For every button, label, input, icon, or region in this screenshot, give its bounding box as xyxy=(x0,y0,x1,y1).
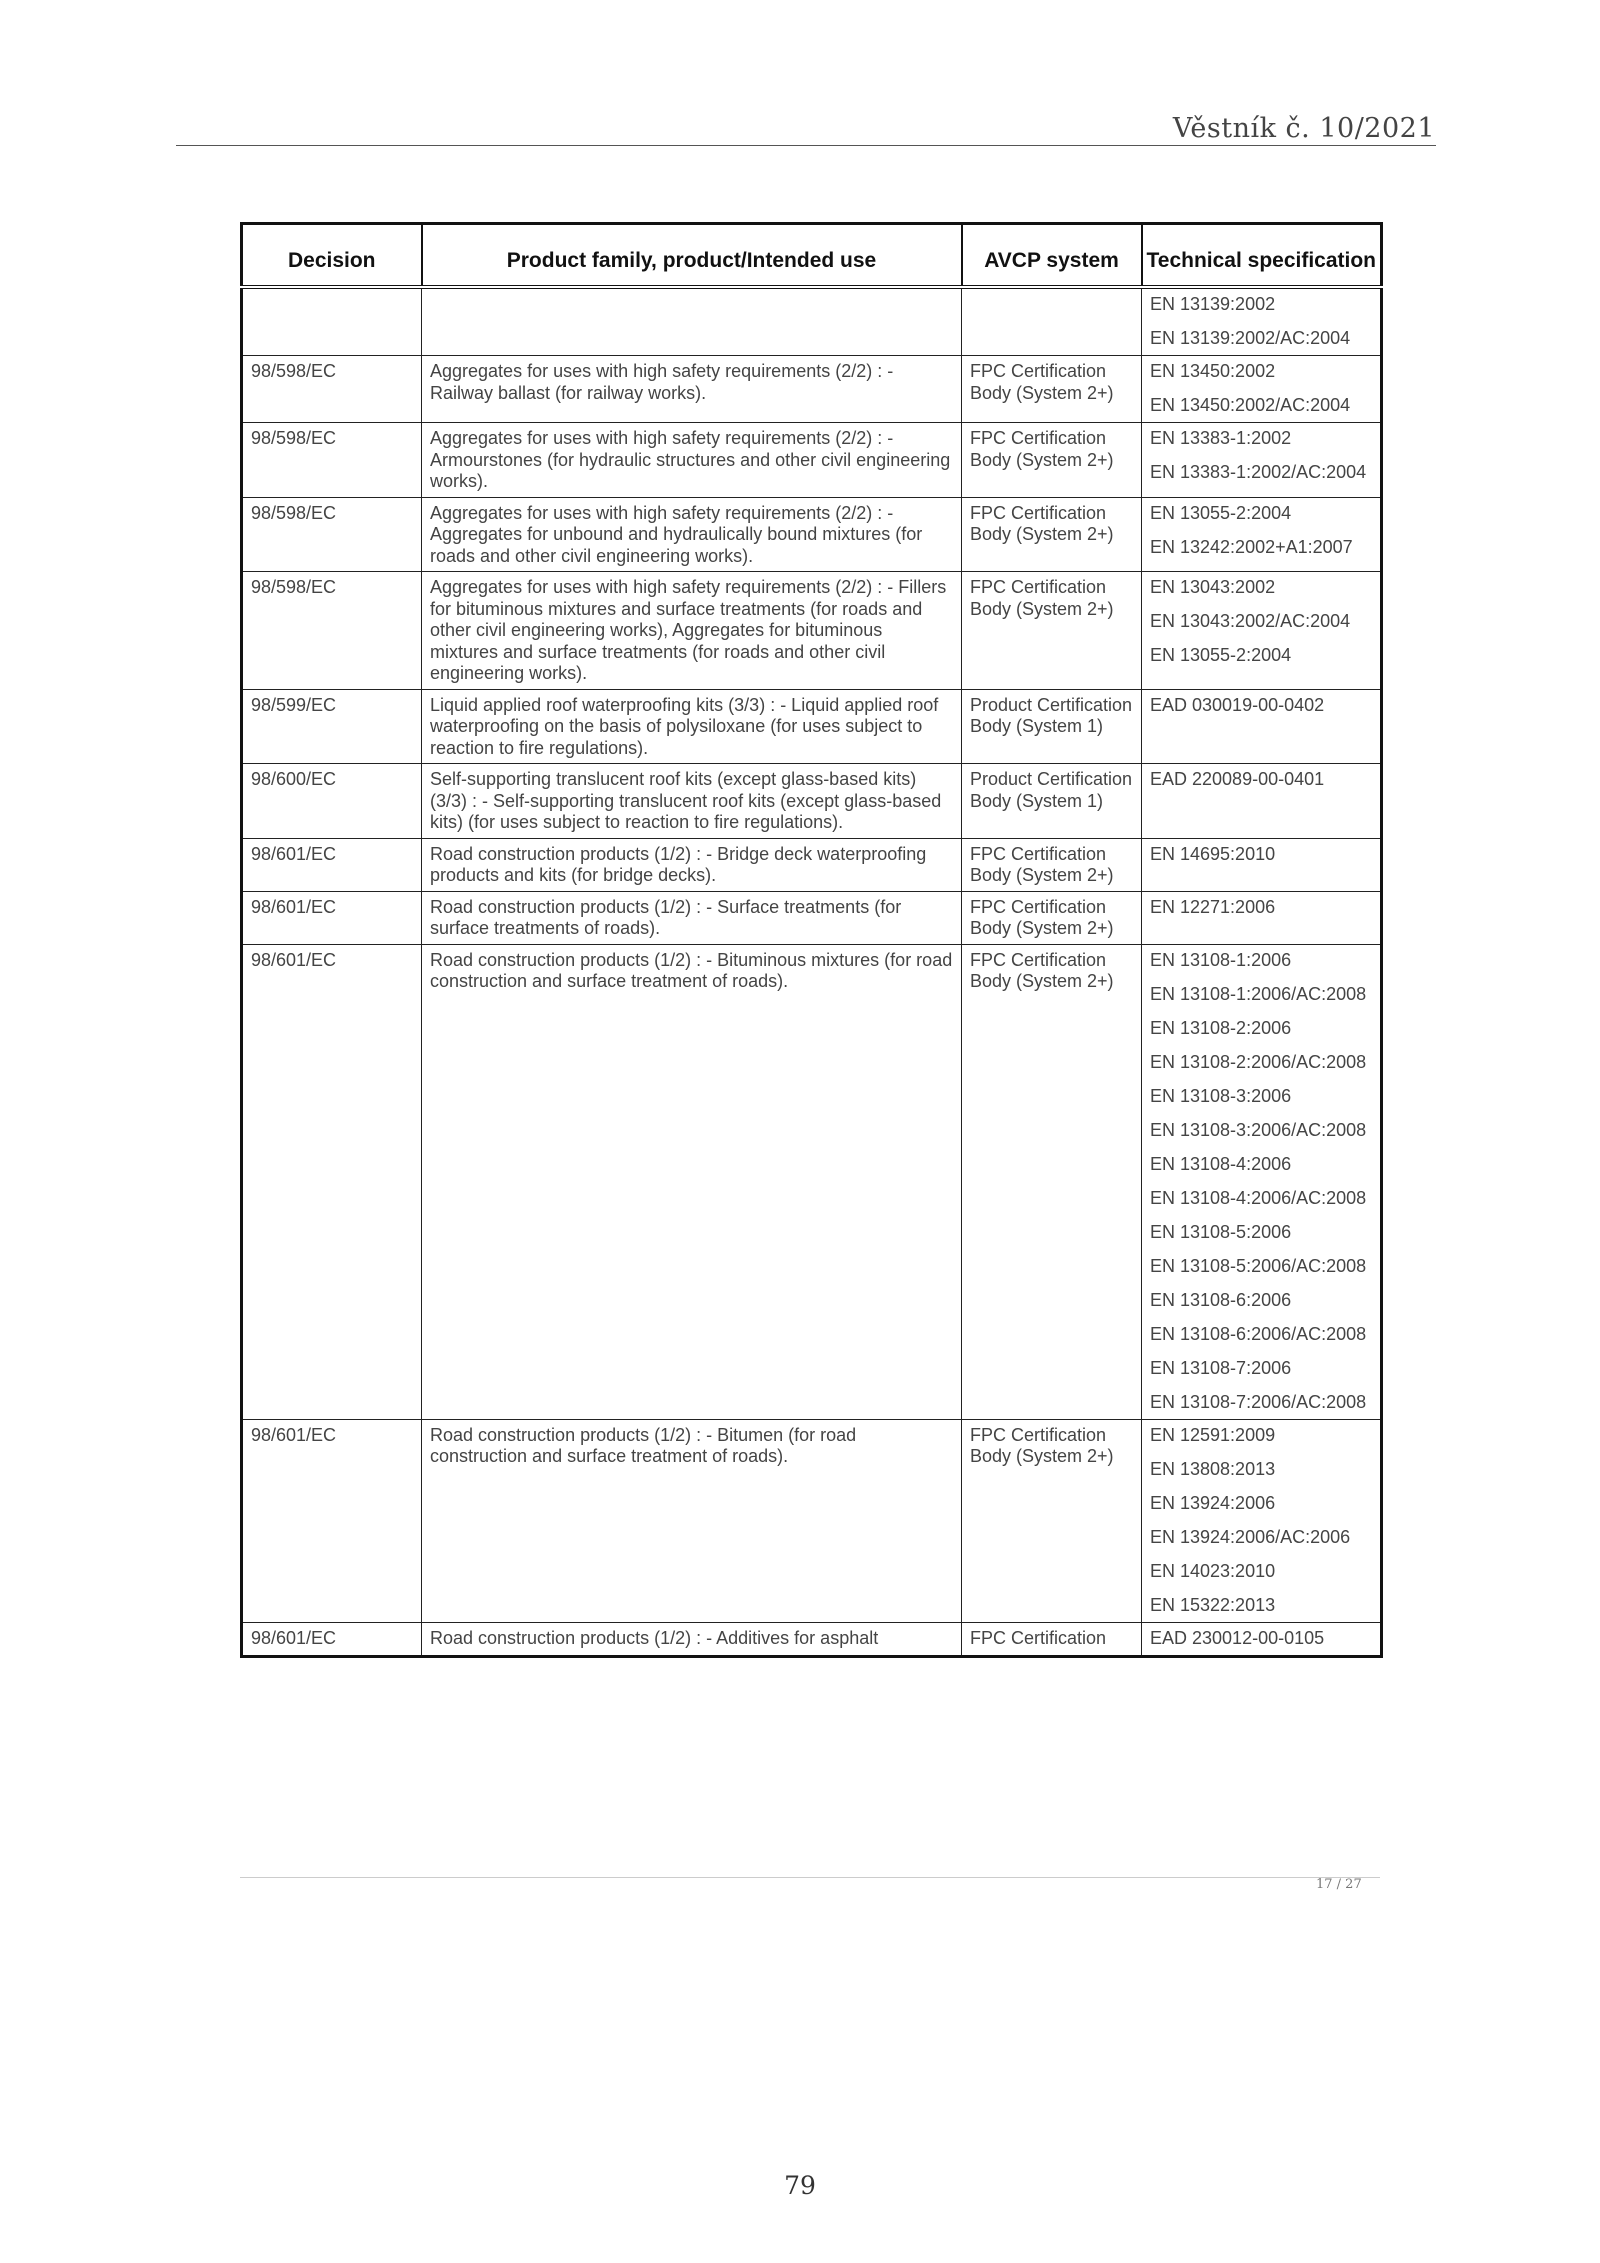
spec-item: EN 13108-5:2006/AC:2008 xyxy=(1150,1255,1367,1276)
certification-table xyxy=(240,222,1383,1658)
spec-item: EN 13108-1:2006/AC:2008 xyxy=(1150,983,1367,1004)
decision-cell: 98/598/EC xyxy=(242,423,422,498)
decision-cell: 98/601/EC xyxy=(242,1622,422,1656)
spec-cell xyxy=(1142,944,1382,1419)
spec-item: EN 13242:2002+A1:2007 xyxy=(1150,536,1353,557)
table-row xyxy=(242,287,1382,356)
spec-item: EN 13108-3:2006 xyxy=(1150,1085,1292,1106)
table-row xyxy=(242,838,1382,891)
product-cell: Aggregates for uses with high safety requirements (2/2) : - Railway ballast (for railway works). xyxy=(422,356,962,423)
product-cell: Road construction products (1/2) : - Bitumen (for road construction and surface treatment of roads). xyxy=(422,1419,962,1622)
spec-item: EN 13108-4:2006/AC:2008 xyxy=(1150,1187,1367,1208)
avcp-cell: FPC Certification xyxy=(962,1622,1142,1656)
avcp-cell: FPC Certification Body (System 2+) xyxy=(962,423,1142,498)
spec-cell xyxy=(1142,764,1382,839)
decision-cell: 98/601/EC xyxy=(242,1419,422,1622)
table-row xyxy=(242,572,1382,690)
product-cell: Road construction products (1/2) : - Surface treatments (for surface treatments of roads). xyxy=(422,891,962,944)
table-body xyxy=(242,287,1382,1656)
spec-item: EN 13108-3:2006/AC:2008 xyxy=(1150,1119,1367,1140)
spec-item: EN 12591:2009 xyxy=(1150,1424,1276,1445)
column-header-spec: Technical specification xyxy=(1142,224,1382,288)
spec-cell xyxy=(1142,838,1382,891)
spec-item: EN 13139:2002/AC:2004 xyxy=(1150,328,1351,348)
spec-item: EN 13108-1:2006 xyxy=(1150,949,1292,970)
spec-item: EN 12271:2006 xyxy=(1150,896,1276,917)
spec-item: EN 13055-2:2004 xyxy=(1150,502,1292,523)
decision-cell: 98/601/EC xyxy=(242,838,422,891)
product-cell: Road construction products (1/2) : - Bituminous mixtures (for road construction and surface treatment of roads). xyxy=(422,944,962,1419)
table-row xyxy=(242,356,1382,423)
column-header-decision: Decision xyxy=(242,224,422,288)
table-row xyxy=(242,764,1382,839)
spec-item: EN 13450:2002 xyxy=(1150,361,1276,381)
spec-item: EN 13108-7:2006/AC:2008 xyxy=(1150,1391,1367,1412)
table-header-row xyxy=(242,224,1382,288)
avcp-cell: FPC Certification Body (System 2+) xyxy=(962,891,1142,944)
avcp-cell: FPC Certification Body (System 2+) xyxy=(962,944,1142,1419)
avcp-cell: FPC Certification Body (System 2+) xyxy=(962,497,1142,572)
spec-item: EN 13043:2002/AC:2004 xyxy=(1150,611,1351,631)
table-row xyxy=(242,497,1382,572)
avcp-cell: FPC Certification Body (System 2+) xyxy=(962,356,1142,423)
avcp-cell xyxy=(962,287,1142,356)
spec-cell xyxy=(1142,1419,1382,1622)
spec-item: EN 15322:2013 xyxy=(1150,1594,1276,1615)
journal-title: Věstník č. 10/2021 xyxy=(1172,113,1435,144)
decision-cell: 98/599/EC xyxy=(242,689,422,764)
table-row xyxy=(242,1419,1382,1622)
spec-item: EAD 220089-00-0401 xyxy=(1150,769,1325,789)
spec-item: EN 13383-1:2002/AC:2004 xyxy=(1150,462,1367,482)
spec-item: EN 13108-2:2006 xyxy=(1150,1017,1292,1038)
spec-cell xyxy=(1142,423,1382,498)
spec-item: EN 13808:2013 xyxy=(1150,1458,1276,1479)
spec-item: EN 13924:2006 xyxy=(1150,1492,1276,1513)
spec-item: EN 13450:2002/AC:2004 xyxy=(1150,395,1351,415)
table-row xyxy=(242,891,1382,944)
table-row xyxy=(242,1622,1382,1656)
spec-item: EN 13108-7:2006 xyxy=(1150,1357,1292,1378)
header-rule xyxy=(176,145,1436,146)
decision-cell: 98/601/EC xyxy=(242,944,422,1419)
page-number: 79 xyxy=(784,2171,816,2200)
spec-item: EN 13108-2:2006/AC:2008 xyxy=(1150,1051,1367,1072)
spec-cell xyxy=(1142,287,1382,356)
spec-item: EAD 030019-00-0402 xyxy=(1150,694,1325,715)
product-cell: Road construction products (1/2) : - Bridge deck waterproofing products and kits (for bridge decks). xyxy=(422,838,962,891)
product-cell: Aggregates for uses with high safety requirements (2/2) : - Armourstones (for hydraulic structures and other civil engineering works). xyxy=(422,423,962,498)
spec-item: EAD 230012-00-0105 xyxy=(1150,1627,1325,1648)
spec-item: EN 13924:2006/AC:2006 xyxy=(1150,1526,1351,1547)
decision-cell: 98/598/EC xyxy=(242,497,422,572)
spec-item: EN 13139:2002 xyxy=(1150,294,1276,314)
avcp-cell: Product Certification Body (System 1) xyxy=(962,764,1142,839)
decision-cell xyxy=(242,287,422,356)
spec-cell xyxy=(1142,356,1382,423)
spec-cell xyxy=(1142,1622,1382,1656)
decision-cell: 98/598/EC xyxy=(242,572,422,690)
table-row xyxy=(242,423,1382,498)
avcp-cell: FPC Certification Body (System 2+) xyxy=(962,838,1142,891)
product-cell: Self-supporting translucent roof kits (except glass-based kits) (3/3) : - Self-supporting translucent roof kits (except glass-based kits) (for uses subject to reaction to fire regulations). xyxy=(422,764,962,839)
spec-cell xyxy=(1142,572,1382,690)
avcp-cell: Product Certification Body (System 1) xyxy=(962,689,1142,764)
spec-cell xyxy=(1142,891,1382,944)
spec-item: EN 13108-6:2006 xyxy=(1150,1289,1292,1310)
product-cell xyxy=(422,287,962,356)
decision-cell: 98/598/EC xyxy=(242,356,422,423)
spec-item: EN 13108-6:2006/AC:2008 xyxy=(1150,1323,1367,1344)
footer-rule xyxy=(240,1877,1380,1878)
table-row xyxy=(242,689,1382,764)
avcp-cell: FPC Certification Body (System 2+) xyxy=(962,1419,1142,1622)
decision-cell: 98/601/EC xyxy=(242,891,422,944)
spec-item: EN 14695:2010 xyxy=(1150,843,1276,864)
spec-item: EN 13383-1:2002 xyxy=(1150,428,1292,448)
column-header-product: Product family, product/Intended use xyxy=(422,224,962,288)
spec-item: EN 14023:2010 xyxy=(1150,1560,1276,1581)
spec-item: EN 13108-4:2006 xyxy=(1150,1153,1292,1174)
table-row xyxy=(242,944,1382,1419)
product-cell: Liquid applied roof waterproofing kits (3/3) : - Liquid applied roof waterproofing on the basis of polysiloxane (for uses subject to reaction to fire regulations). xyxy=(422,689,962,764)
spec-cell xyxy=(1142,497,1382,572)
spec-item: EN 13043:2002 xyxy=(1150,577,1276,597)
product-cell: Aggregates for uses with high safety requirements (2/2) : - Fillers for bituminous mixtures and surface treatments (for roads and other civil engineering works), Aggregates for bituminous mixtures and surface treatments (for roads and other civil engineering works). xyxy=(422,572,962,690)
avcp-cell: FPC Certification Body (System 2+) xyxy=(962,572,1142,690)
spec-item: EN 13108-5:2006 xyxy=(1150,1221,1292,1242)
page-counter: 17 / 27 xyxy=(1316,1877,1362,1892)
spec-item: EN 13055-2:2004 xyxy=(1150,645,1292,665)
product-cell: Aggregates for uses with high safety requirements (2/2) : - Aggregates for unbound and hydraulically bound mixtures (for roads and other civil engineering works). xyxy=(422,497,962,572)
spec-cell xyxy=(1142,689,1382,764)
product-cell: Road construction products (1/2) : - Additives for asphalt xyxy=(422,1622,962,1656)
column-header-avcp: AVCP system xyxy=(962,224,1142,288)
decision-cell: 98/600/EC xyxy=(242,764,422,839)
